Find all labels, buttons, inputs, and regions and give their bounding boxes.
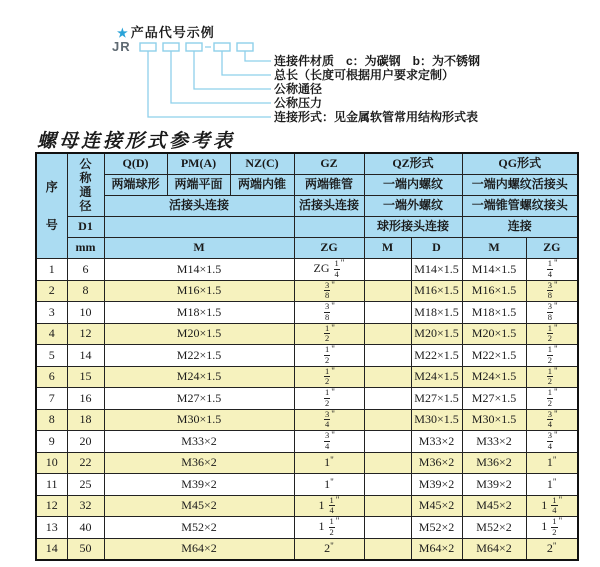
cell-qz-m	[364, 280, 411, 302]
header-unit-qz-d: D	[411, 238, 462, 259]
cell-gz: $\frac{3}{8}$ "	[294, 280, 364, 302]
cell-qg-zg: $\frac{3}{8}$ "	[526, 280, 578, 302]
cell-qg-zg: 1 $\frac{1}{4}$ "	[526, 495, 578, 517]
diagram-label-length: 总长（长度可根据用户要求定制）	[274, 68, 455, 82]
cell-qg-zg: 1"	[526, 474, 578, 495]
cell-m: M22×1.5	[104, 345, 294, 367]
cell-qg-zg: 1 $\frac{1}{2}$ "	[526, 517, 578, 539]
cell-gz: $\frac{3}{4}$ "	[294, 409, 364, 431]
header-empty-left	[104, 217, 294, 238]
cell-qg-zg: $\frac{3}{4}$ "	[526, 409, 578, 431]
diagram-label-pressure: 公称压力	[274, 96, 323, 110]
cell-no: 5	[36, 345, 67, 367]
cell-dn: 50	[67, 538, 104, 560]
cell-dn: 16	[67, 388, 104, 410]
cell-qz-d: M30×1.5	[411, 409, 462, 431]
cell-m: M16×1.5	[104, 280, 294, 302]
header-connect-qg: 连接	[462, 217, 578, 238]
code-boxes	[140, 43, 253, 51]
header-row-desc	[36, 175, 578, 196]
header-code-qd: Q(D)	[104, 153, 167, 175]
cell-qg-m: M33×2	[462, 431, 526, 453]
header-unit-zg: ZG	[294, 238, 364, 259]
cell-no: 1	[36, 259, 67, 281]
header-unit-m: M	[104, 238, 294, 259]
header-unit-qg-m: M	[462, 238, 526, 259]
cell-qg-m: M39×2	[462, 474, 526, 495]
table-row	[36, 431, 578, 453]
cell-no: 12	[36, 495, 67, 517]
cell-gz: 2"	[294, 538, 364, 560]
header-desc-pma: 两端平面	[167, 175, 230, 196]
cell-no: 6	[36, 366, 67, 388]
table-row	[36, 323, 578, 345]
cell-gz: $\frac{3}{4}$ "	[294, 431, 364, 453]
cell-dn: 6	[67, 259, 104, 281]
diagram-label-diameter: 公称通径	[274, 82, 323, 96]
cell-gz: $\frac{3}{8}$ "	[294, 302, 364, 324]
cell-qg-zg: $\frac{3}{8}$ "	[526, 302, 578, 324]
cell-qg-zg: $\frac{1}{2}$ "	[526, 388, 578, 410]
cell-qg-m: M30×1.5	[462, 409, 526, 431]
header-desc-gz: 两端锥管	[294, 175, 364, 196]
table-row	[36, 280, 578, 302]
cell-qz-m	[364, 323, 411, 345]
cell-qz-d: M24×1.5	[411, 366, 462, 388]
cell-gz: ZG $\frac{1}{4}$ "	[294, 259, 364, 281]
cell-m: M33×2	[104, 431, 294, 453]
cell-dn: 12	[67, 323, 104, 345]
header-row-units	[36, 238, 578, 259]
cell-qg-m: M24×1.5	[462, 366, 526, 388]
cell-qz-d: M45×2	[411, 495, 462, 517]
table-row	[36, 474, 578, 495]
cell-qz-m	[364, 495, 411, 517]
cell-dn: 8	[67, 280, 104, 302]
cell-qg-m: M18×1.5	[462, 302, 526, 324]
cell-qg-zg: $\frac{1}{2}$ "	[526, 345, 578, 367]
table-title: 螺母连接形式参考表	[37, 130, 236, 152]
header-empty-gz	[294, 217, 364, 238]
header-unit-qz-m: M	[364, 238, 411, 259]
cell-qz-d: M27×1.5	[411, 388, 462, 410]
cell-qz-m	[364, 517, 411, 539]
cell-no: 13	[36, 517, 67, 539]
cell-no: 10	[36, 452, 67, 473]
cell-qz-d: M22×1.5	[411, 345, 462, 367]
header-code-nzc: NZ(C)	[230, 153, 294, 175]
header-desc-qz: 一端内螺纹	[364, 175, 462, 196]
cell-gz: 1 $\frac{1}{2}$ "	[294, 517, 364, 539]
cell-qz-d: M52×2	[411, 517, 462, 539]
cell-qz-d: M16×1.5	[411, 280, 462, 302]
table-row	[36, 259, 578, 281]
cell-qz-d: M36×2	[411, 452, 462, 473]
header-code-qg: QG形式	[462, 153, 578, 175]
header-row-d1	[36, 217, 578, 238]
cell-qz-d: M18×1.5	[411, 302, 462, 324]
header-unit-mm: mm	[67, 238, 104, 259]
cell-qz-m	[364, 259, 411, 281]
table-row	[36, 452, 578, 473]
product-code-prefix: JR	[112, 39, 131, 54]
header-code-qz: QZ形式	[364, 153, 462, 175]
cell-qg-m: M52×2	[462, 517, 526, 539]
header-row-connection	[36, 196, 578, 217]
cell-dn: 22	[67, 452, 104, 473]
cell-no: 14	[36, 538, 67, 560]
table-row	[36, 388, 578, 410]
header-union-left: 活接头连接	[104, 196, 294, 217]
cell-gz: $\frac{1}{2}$ "	[294, 366, 364, 388]
cell-qg-m: M27×1.5	[462, 388, 526, 410]
table-row	[36, 409, 578, 431]
header-serial: 序 号	[36, 153, 67, 259]
cell-m: M45×2	[104, 495, 294, 517]
cell-qz-m	[364, 388, 411, 410]
header-row-codes	[36, 153, 578, 175]
connector-lines	[148, 51, 271, 117]
cell-qz-m	[364, 302, 411, 324]
cell-qz-d: M39×2	[411, 474, 462, 495]
cell-m: M39×2	[104, 474, 294, 495]
cell-no: 7	[36, 388, 67, 410]
header-d1: D1	[67, 217, 104, 238]
table-row	[36, 495, 578, 517]
cell-no: 8	[36, 409, 67, 431]
cell-qg-m: M20×1.5	[462, 323, 526, 345]
cell-gz: 1"	[294, 452, 364, 473]
cell-m: M27×1.5	[104, 388, 294, 410]
cell-qz-m	[364, 366, 411, 388]
header-union-gz: 活接头连接	[294, 196, 364, 217]
table-row	[36, 517, 578, 539]
star-icon: ★	[117, 26, 129, 40]
header-nominal-diameter: 公 称 通 径	[67, 153, 104, 217]
cell-dn: 18	[67, 409, 104, 431]
cell-dn: 15	[67, 366, 104, 388]
header-desc-nzc: 两端内锥	[230, 175, 294, 196]
header-desc-qg: 一端内螺纹活接头	[462, 175, 578, 196]
header-unit-qg-zg: ZG	[526, 238, 578, 259]
cell-qg-zg: $\frac{1}{4}$ "	[526, 259, 578, 281]
cell-m: M14×1.5	[104, 259, 294, 281]
table-row	[36, 345, 578, 367]
table-body	[36, 259, 578, 561]
cell-qg-m: M36×2	[462, 452, 526, 473]
header-code-gz: GZ	[294, 153, 364, 175]
header-desc-qd: 两端球形	[104, 175, 167, 196]
cell-qg-m: M22×1.5	[462, 345, 526, 367]
cell-qg-zg: $\frac{1}{2}$ "	[526, 323, 578, 345]
cell-qg-m: M16×1.5	[462, 280, 526, 302]
cell-m: M20×1.5	[104, 323, 294, 345]
table-row	[36, 302, 578, 324]
cell-dn: 20	[67, 431, 104, 453]
table-header	[36, 153, 578, 259]
cell-qz-m	[364, 474, 411, 495]
cell-m: M36×2	[104, 452, 294, 473]
cell-no: 11	[36, 474, 67, 495]
cell-gz: $\frac{1}{2}$ "	[294, 323, 364, 345]
diagram-label-material: 连接件材质 c：为碳钢 b：为不锈钢	[274, 54, 481, 68]
cell-m: M52×2	[104, 517, 294, 539]
cell-dn: 40	[67, 517, 104, 539]
cell-qg-zg: 1"	[526, 452, 578, 473]
cell-qg-zg: 2"	[526, 538, 578, 560]
diagram-label-connection: 连接形式：见金属软管常用结构形式表	[274, 110, 479, 124]
diagram-title-text: 产品代号示例	[130, 25, 215, 40]
header-taper-joint-qg: 一端锥管螺纹接头	[462, 196, 578, 217]
cell-qg-m: M45×2	[462, 495, 526, 517]
cell-qg-zg: $\frac{1}{2}$ "	[526, 366, 578, 388]
cell-no: 3	[36, 302, 67, 324]
cell-dn: 32	[67, 495, 104, 517]
cell-m: M64×2	[104, 538, 294, 560]
cell-qz-d: M33×2	[411, 431, 462, 453]
header-ext-thread-qz: 一端外螺纹	[364, 196, 462, 217]
cell-qz-d: M20×1.5	[411, 323, 462, 345]
table-row	[36, 366, 578, 388]
cell-gz: 1 $\frac{1}{4}$ "	[294, 495, 364, 517]
nut-connection-table	[35, 152, 579, 561]
cell-qg-m: M64×2	[462, 538, 526, 560]
cell-m: M18×1.5	[104, 302, 294, 324]
cell-gz: 1"	[294, 474, 364, 495]
cell-qg-m: M14×1.5	[462, 259, 526, 281]
cell-no: 4	[36, 323, 67, 345]
cell-qz-d: M64×2	[411, 538, 462, 560]
cell-no: 2	[36, 280, 67, 302]
cell-dn: 10	[67, 302, 104, 324]
cell-qz-m	[364, 538, 411, 560]
table-row	[36, 538, 578, 560]
cell-qz-m	[364, 431, 411, 453]
cell-qz-m	[364, 452, 411, 473]
cell-m: M24×1.5	[104, 366, 294, 388]
cell-qz-d: M14×1.5	[411, 259, 462, 281]
header-code-pma: PM(A)	[167, 153, 230, 175]
header-ball-joint-qz: 球形接头连接	[364, 217, 462, 238]
cell-qz-m	[364, 409, 411, 431]
cell-qz-m	[364, 345, 411, 367]
cell-dn: 25	[67, 474, 104, 495]
cell-qg-zg: $\frac{3}{4}$ "	[526, 431, 578, 453]
cell-gz: $\frac{1}{2}$ "	[294, 388, 364, 410]
cell-no: 9	[36, 431, 67, 453]
cell-dn: 14	[67, 345, 104, 367]
cell-gz: $\frac{1}{2}$ "	[294, 345, 364, 367]
cell-m: M30×1.5	[104, 409, 294, 431]
